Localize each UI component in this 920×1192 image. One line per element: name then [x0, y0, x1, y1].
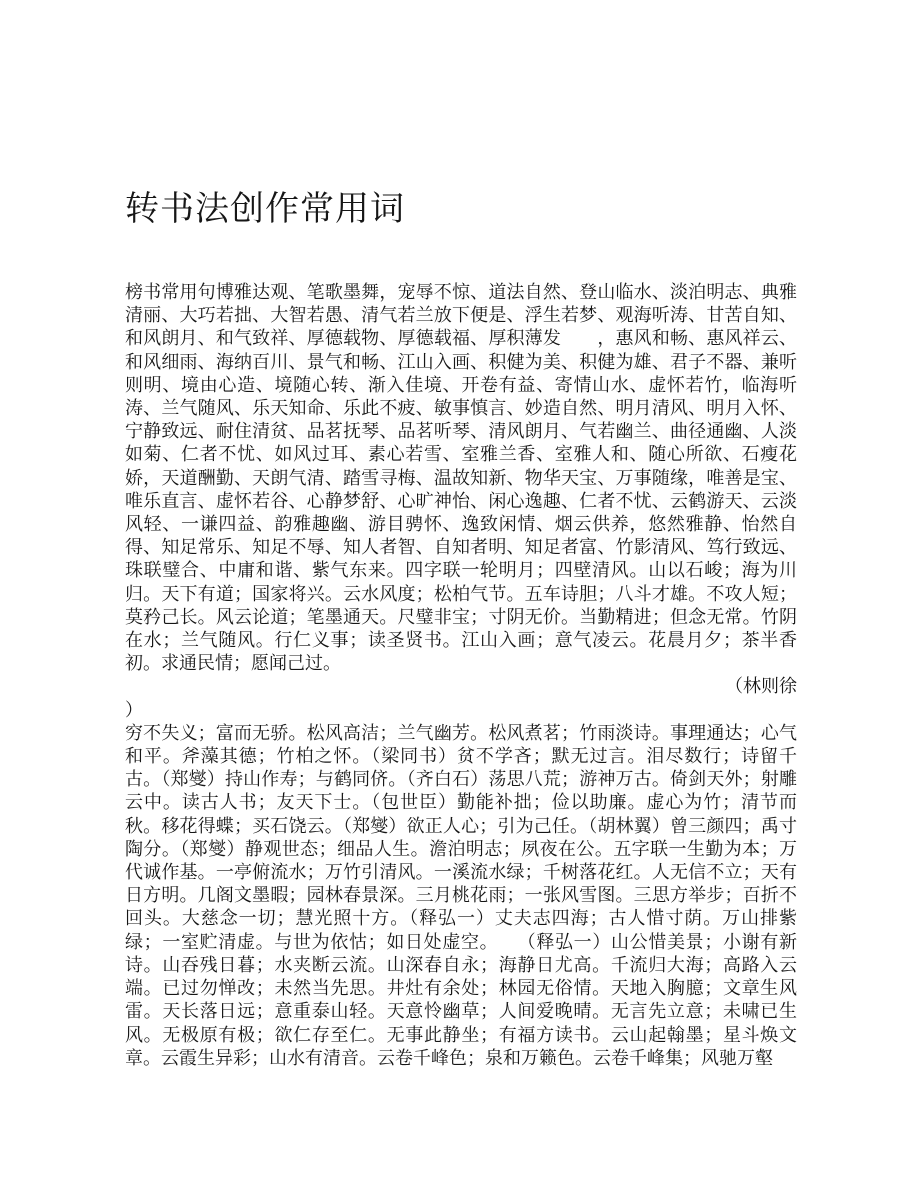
attribution-lin-zexu: （林则徐 [725, 676, 797, 697]
document-title: 转书法创作常用词 [125, 190, 405, 228]
document-body [125, 281, 797, 1070]
attribution-close-bracket: ） [125, 699, 143, 720]
paragraph-couplets: 穷不失义；富而无骄。松风高洁；兰气幽芳。松风煮茗；竹雨淡诗。事理通达；心气和平。斧藻其德；竹柏之怀。（梁同书）贫不学吝；默无过言。泪尽数行；诗留千古。（郑燮）持山作寿；与鹤同侪。（齐白石）荡思八荒；游神万古。倚剑天外；射雕云中。读古人书；友天下士。（包世臣）勤能补拙；俭以助廉。虚心为竹；清节而秋。移花得蝶；买石饶云。（郑燮）欲正人心；引为己任。（胡林翼）曾三颜四；禹寸陶分。（郑燮）静观世态；细品人生。澹泊明志；夙夜在公。五字联一生勤为本；万代诚作基。一亭俯流水；万竹引清风。一溪流水绿；千树落花红。人无信不立；天有日方明。几阁文墨暇；园林春景深。三月桃花雨；一张风雪图。三思方举步；百折不回头。大慈念一切；慧光照十方。（释弘一）丈夫志四海；古人惜寸荫。万山排紫绿；一室贮清虚。与世为依怙；如日处虚空。 （释弘一）山公惜美景；小谢有新诗。山吞残日暮；水夹断云流。山深春自永；海静日尤高。千流归大海；高路入云端。已过勿惮改；未然当先思。井灶有余处；林园无俗情。天地入胸臆；文章生风雷。天长落日远；意重泰山轻。天意怜幽草；人间爱晚晴。无言先立意；未啸已生风。无极原有极；欲仁存至仁。无事此静坐；有福方读书。云山起翰墨；星斗焕文章。云霞生异彩；山水有清音。云卷千峰色；泉和万籁色。云卷千峰集；风驰万壑 [125, 722, 797, 1068]
paragraph-common-phrases: 榜书常用句博雅达观、笔歌墨舞，宠辱不惊、道法自然、登山临水、淡泊明志、典雅清丽、大巧若拙、大智若愚、清气若兰放下便是、浮生若梦、观海听涛、甘苦自知、和风朗月、和气致祥、厚德载物、厚德载福、厚积薄发 ，惠风和畅、惠风祥云、和风细雨、海纳百川、景气和畅、江山入画、积健为美、积健为雄、君子不器、兼听则明、境由心造、境随心转、渐入佳境、开卷有益、寄情山水、虚怀若竹，临海听涛、兰气随风、乐天知命、乐此不疲、敏事慎言、妙造自然、明月清风、明月入怀、宁静致远、耐住清贫、品茗抚琴、品茗听琴、清风朗月、气若幽兰、曲径通幽、人淡如菊、仁者不忧、如风过耳、素心若雪、室雅兰香、室雅人和、随心所欲、石瘦花娇，天道酬勤、天朗气清、踏雪寻梅、温故知新、物华天宝、万事随缘，唯善是宝、唯乐直言、虚怀若谷、心静梦舒、心旷神怡、闲心逸趣、仁者不忧、云鹤游天、云淡风轻、一谦四益、韵雅趣幽、游目骋怀、逸致闲情、烟云供养，悠然雅静、怡然自得、知足常乐、知足不辱、知人者智、自知者明、知足者富、竹影清风、笃行致远、珠联璧合、中庸和谐、紫气东来。四字联一轮明月；四壁清风。山以石峻；海为川归。天下有道；国家将兴。云水风度；松柏气节。五车诗胆；八斗才雄。不攻人短；莫矜己长。风云论道；笔墨通天。尺璧非宝；寸阴无价。当勤精进；但念无常。竹阴在水；兰气随风。行仁义事；读圣贤书。江山入画；意气凌云。花晨月夕；茶半香初。求通民情；愿闻己过。 [125, 282, 797, 674]
